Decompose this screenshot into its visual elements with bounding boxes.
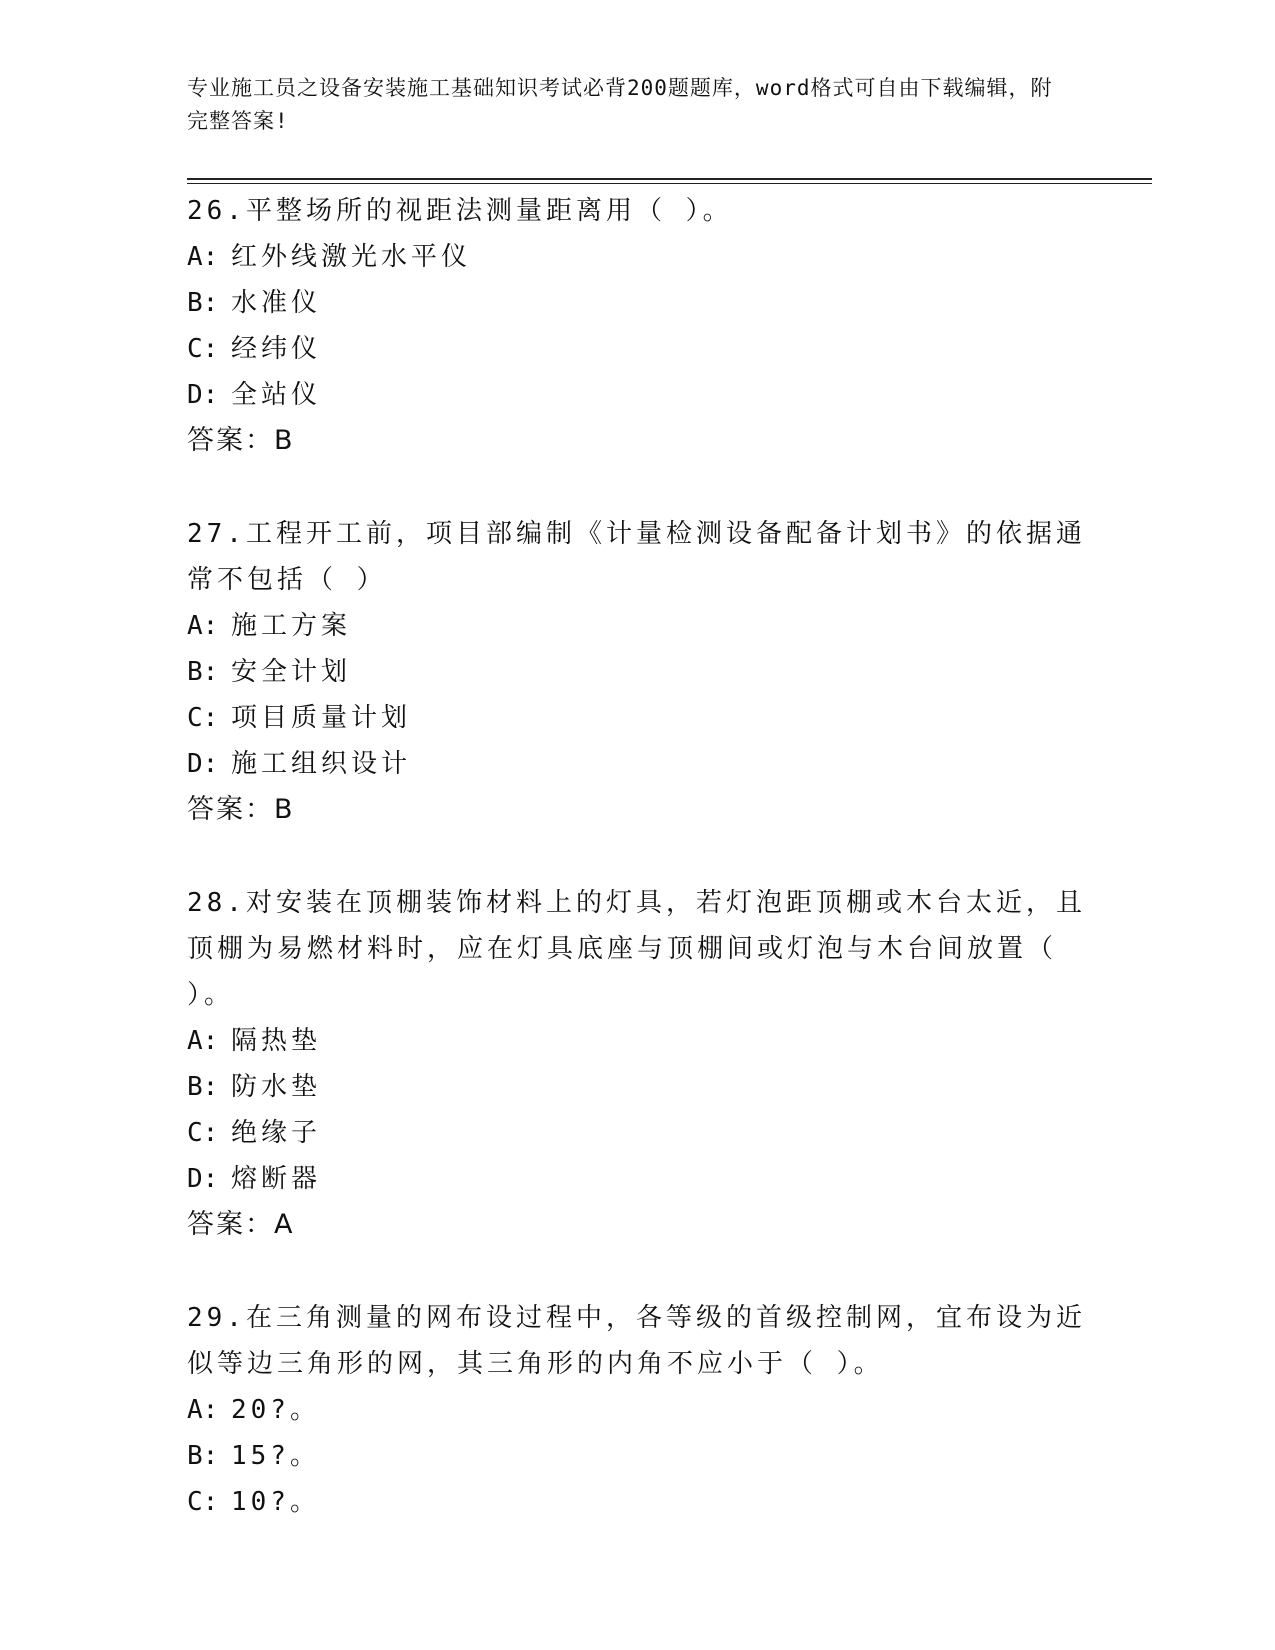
question-stem: 26.平整场所的视距法测量距离用（ ）。	[187, 196, 733, 226]
option-letter: D:	[187, 749, 219, 779]
answer-line: 答案：A	[187, 1209, 295, 1240]
option-text: 绝缘子	[231, 1118, 322, 1148]
option-letter: C:	[187, 703, 219, 733]
question-stem: 29.在三角测量的网布设过程中，各等级的首级控制网，宜布设为近似等边三角形的网，其三角形的内角不应小于（ ）。	[187, 1303, 1086, 1379]
option-b	[187, 280, 1087, 326]
option-letter: D:	[187, 380, 219, 410]
option-text: 施工方案	[231, 611, 352, 641]
option-a	[187, 1387, 1087, 1433]
document-header: 专业施工员之设备安装施工基础知识考试必背200题题库，word格式可自由下载编辑，附完整答案!	[187, 76, 1053, 133]
option-letter: C:	[187, 1487, 219, 1517]
option-letter: A:	[187, 611, 219, 641]
option-letter: A:	[187, 1026, 219, 1056]
answer-line: 答案：B	[187, 794, 295, 825]
option-d	[187, 372, 1087, 418]
option-c	[187, 326, 1087, 372]
option-text: 水准仪	[231, 288, 322, 318]
question-stem: 27.工程开工前，项目部编制《计量检测设备配备计划书》的依据通常不包括（ ）	[187, 519, 1086, 595]
option-d	[187, 1156, 1087, 1202]
option-text: 全站仪	[231, 380, 322, 410]
option-text: 隔热垫	[231, 1026, 322, 1056]
option-b	[187, 649, 1087, 695]
option-text: 安全计划	[231, 657, 352, 687]
option-b	[187, 1433, 1087, 1479]
option-a	[187, 603, 1087, 649]
option-letter: C:	[187, 1118, 219, 1148]
option-text: 项目质量计划	[231, 703, 412, 733]
option-text: 15?。	[231, 1441, 320, 1471]
answer-line: 答案：B	[187, 425, 295, 456]
question-29	[187, 1295, 1087, 1525]
option-c	[187, 1110, 1087, 1156]
header-rule-thick	[187, 178, 1152, 180]
question-list	[187, 188, 1087, 1572]
option-text: 10?。	[231, 1487, 320, 1517]
option-text: 熔断器	[231, 1164, 322, 1194]
option-text: 20?。	[231, 1395, 320, 1425]
question-26	[187, 188, 1087, 464]
option-c	[187, 695, 1087, 741]
option-text: 经纬仪	[231, 334, 322, 364]
option-a	[187, 234, 1087, 280]
option-b	[187, 1064, 1087, 1110]
option-d	[187, 741, 1087, 787]
option-letter: A:	[187, 242, 219, 272]
option-text: 防水垫	[231, 1072, 322, 1102]
option-a	[187, 1018, 1087, 1064]
question-stem: 28.对安装在顶棚装饰材料上的灯具，若灯泡距顶棚或木台太近，且顶棚为易燃材料时，应在灯具底座与顶棚间或灯泡与木台间放置（ ）。	[187, 888, 1086, 1010]
option-letter: B:	[187, 288, 219, 318]
option-c	[187, 1479, 1087, 1525]
header-rule-thin	[187, 183, 1152, 184]
question-27	[187, 511, 1087, 833]
option-text: 红外线激光水平仪	[231, 242, 472, 272]
option-letter: D:	[187, 1164, 219, 1194]
question-28	[187, 880, 1087, 1248]
option-letter: A:	[187, 1395, 219, 1425]
option-text: 施工组织设计	[231, 749, 412, 779]
option-letter: B:	[187, 1441, 219, 1471]
option-letter: B:	[187, 657, 219, 687]
option-letter: C:	[187, 334, 219, 364]
option-letter: B:	[187, 1072, 219, 1102]
